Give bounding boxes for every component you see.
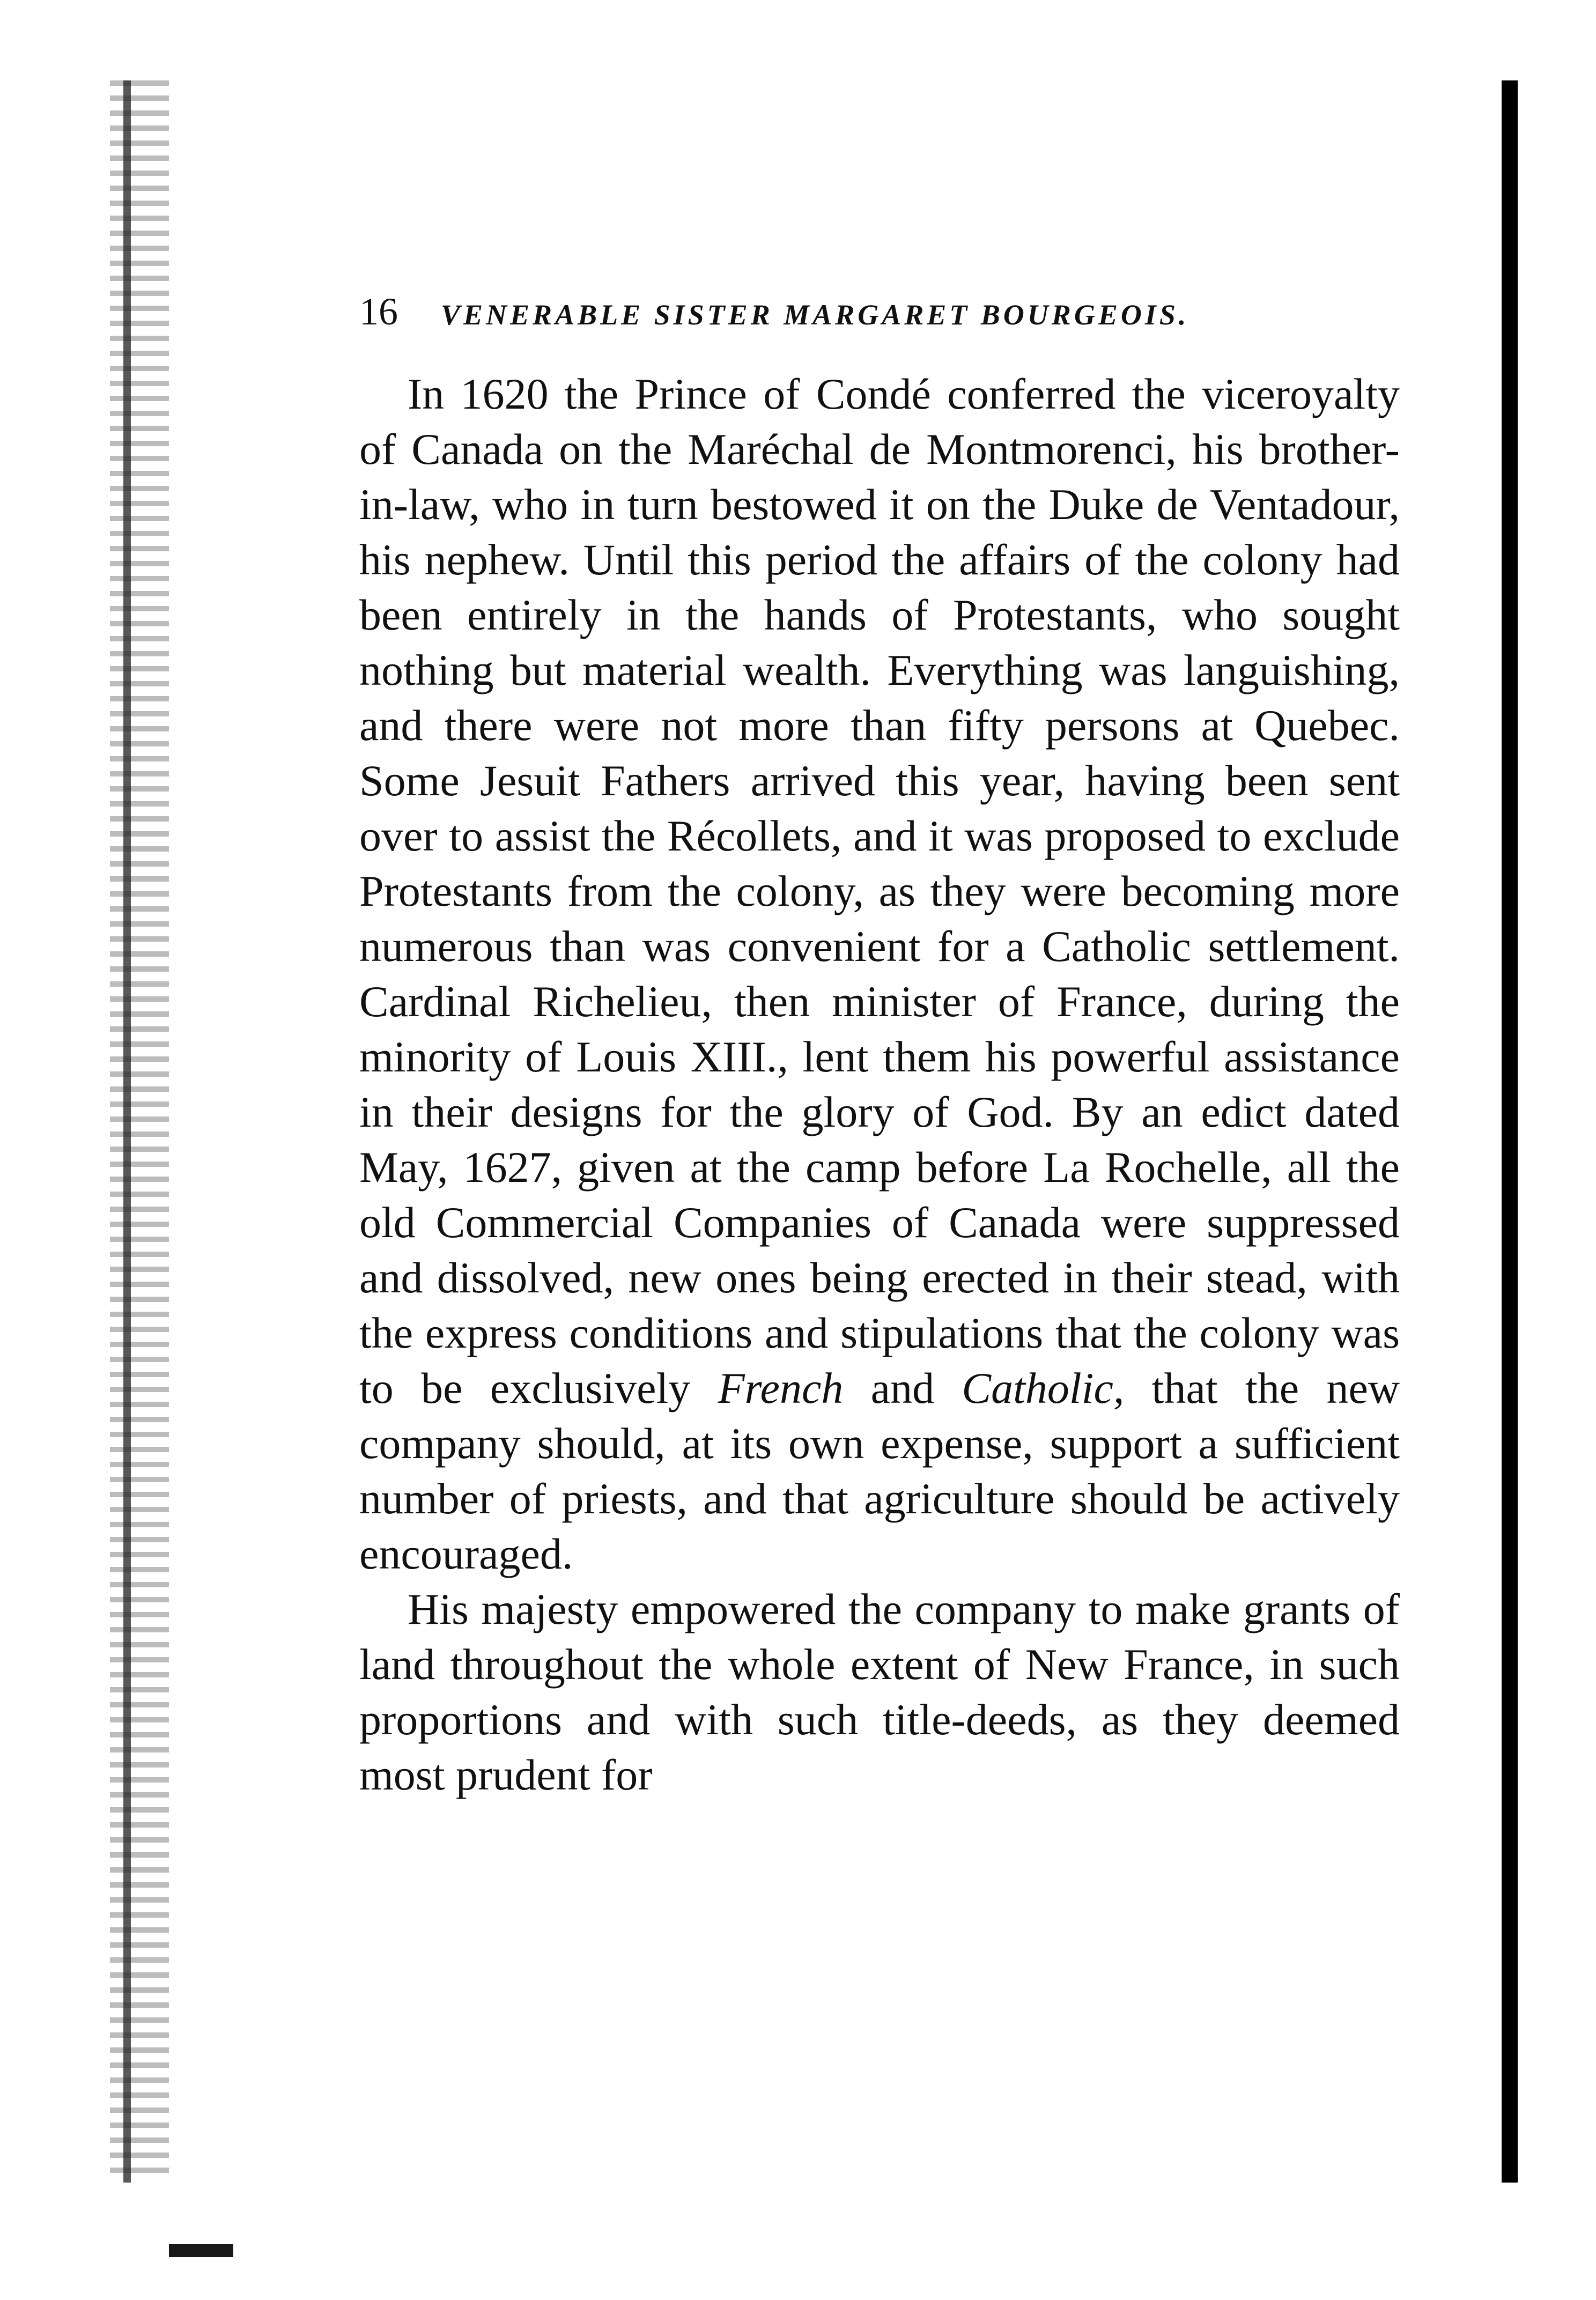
scan-right-edge xyxy=(1502,80,1518,2183)
page-content xyxy=(359,290,1400,1802)
page-number: 16 xyxy=(359,290,398,333)
emphasis-catholic: Catholic, xyxy=(962,1364,1125,1412)
paragraph-1 xyxy=(359,366,1400,1581)
running-head xyxy=(359,290,1400,334)
running-title: VENERABLE SISTER MARGARET BOURGEOIS. xyxy=(441,299,1189,331)
paragraph-1-connector: and xyxy=(870,1364,935,1412)
paragraph-2: His majesty empowered the company to make grants of land throughout the whole extent of New France, in such proportions and with such title-deeds, as they deemed most prudent for xyxy=(359,1585,1400,1799)
scan-left-binding-edge xyxy=(123,80,131,2183)
paragraph-1-text-b: that the new company should, at its own expense, support a sufficient number of priests, and that agriculture should be actively encouraged. xyxy=(359,1364,1400,1578)
scan-left-margin-marks xyxy=(110,80,169,2183)
emphasis-french: French xyxy=(718,1364,844,1412)
paragraph-1-text-a: In 1620 the Prince of Condé conferred the viceroyalty of Canada on the Maréchal de Montmorenci, his brother-in-law, who in turn bestowed it on the Duke de Ventadour, his nephew. Until this period the affairs of the colony had been entirely in the hands of Protestants, who sought nothing but material wealth. Everything was languishing, and there were not more than fifty persons at Quebec. Some Jesuit Fathers arrived this year, having been sent over to assist the Récollets, and it was proposed to exclude Protestants from the colony, as they were becoming more numerous than was convenient for a Catholic settlement. Cardinal Richelieu, then minister of France, during the minority of Louis XIII., lent them his powerful assistance in their designs for the glory of God. By an edict dated May, 1627, given at the camp before La Rochelle, all the old Commercial Companies of Canada were suppressed and dissolved, new ones being erected in their stead, with the express conditions and stipulations that the colony was to be exclusively xyxy=(359,369,1400,1412)
scan-bottom-mark xyxy=(169,2244,233,2257)
